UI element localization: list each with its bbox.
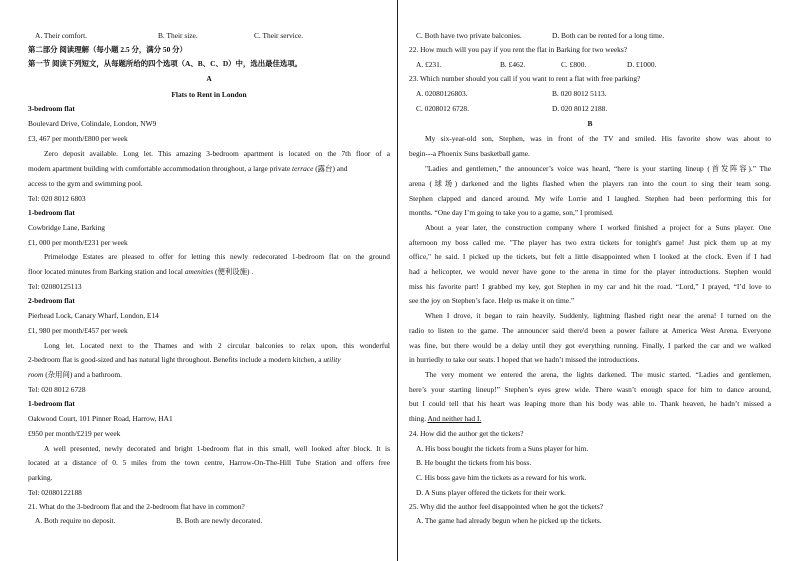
flat3-price: £1, 980 per month/£457 per week [28, 326, 128, 335]
flat2-desc-1: Primelodge Estates are pleased to offer for letting this newly redecorated 1-bedroom flat on the ground [44, 252, 390, 261]
passage-b-letter: B [587, 119, 593, 128]
passage-letter: A [206, 74, 212, 83]
para3-line-6: see the joy on Stephen’s face. Help us make it on time.” [409, 296, 575, 305]
q22-option-b: B. £462. [500, 60, 526, 69]
q22-option-d: D. £1000. [627, 60, 657, 69]
para3-line-5: miss his favorite part! I grabbed my key, got Stephen in my car and hit the road. “Lord,” I prayed, “I’d love to [409, 282, 771, 291]
para1-line-1: My six-year-old son, Stephen, was in front of the TV and smiled. His favorite show was about to [425, 134, 771, 143]
para3-line-1: About a year later, the construction company where I worked finished a project for a Suns player. One [425, 223, 771, 232]
q24-option-d: D. A Suns player offered the tickets for their work. [416, 488, 566, 497]
option-c: C. Their service. [254, 31, 304, 40]
para2-line-4: months. “One day I’m going to take you to a game, son,” I promised. [409, 208, 614, 217]
section-instructions: 第一节 阅读下列短文，从每题所给的四个选项（A、B、C、D）中，选出最佳选项。 [28, 59, 303, 68]
flat1-desc-3: access to the gym and swimming pool. [28, 179, 143, 188]
para5-line-1: The very moment we entered the arena, the lights darkened. The music started. “Ladies and gentlemen, [425, 370, 771, 379]
q24-option-b: B. He bought the tickets from his boss. [416, 458, 532, 467]
flat2-address: Cowbridge Lane, Barking [28, 223, 105, 232]
q21-option-c: C. Both have two private balconies. [416, 31, 522, 40]
flat1-address: Boulevard Drive, Colindale, London, NW9 [28, 119, 157, 128]
q25-option-a: A. The game had already begun when he picked up the tickets. [416, 516, 602, 525]
column-divider [397, 0, 398, 561]
option-b: B. Their size. [158, 31, 198, 40]
para2-line-3: Stephen clapped and danced around. My wife Lorrie and I laughed. Stephen had been performing this for [409, 194, 771, 203]
question-23-stem: 23. Which number should you call if you want to rent a flat with free parking? [409, 74, 641, 83]
para3-line-3: office," he said. I picked up the tickets, but felt a little disappointed when I looked at the clock. Even if I had [409, 252, 771, 261]
para4-line-2: radio to listen to the game. The announcer said there'd been a power failure at America West Arena. Everyone [409, 326, 771, 335]
para2-line-2: arena (球场) darkened and the lights flashed when the players ran into the court to sing their team song. [409, 179, 771, 188]
flat3-address: Pierhead Lock, Canary Wharf, London, E14 [28, 311, 159, 320]
flat1-desc-2: modern apartment building with comfortable accommodation throughout, a large private terrace (露台) and [28, 164, 348, 173]
para4-line-3: was fine, but there would be a delay until they got everything running. Finally, I parked the car and we walked [409, 341, 771, 350]
flat3-desc-3: room (杂用间) and a bathroom. [28, 370, 122, 379]
flat2-tel: Tel: 02080125113 [28, 282, 82, 291]
question-25-stem: 25. Why did the author feel disappointed when he got the tickets? [409, 502, 604, 511]
para5-line-4: thing. And neither had I. [409, 414, 482, 423]
flat3-desc-2: 2-bedroom flat is good-sized and has natural light throughout. Benefits include a modern kitchen, a utility [28, 355, 341, 364]
flat1-type: 3-bedroom flat [28, 104, 75, 113]
q21-option-d: D. Both can be rented for a long time. [552, 31, 665, 40]
flat4-price: £950 per month/£219 per week [28, 429, 121, 438]
flat3-desc-1: Long let. Located next to the Thames and with 2 circular balconies to relax upon, this wonderful [44, 341, 390, 350]
q23-option-d: D. 020 8012 2188. [552, 104, 608, 113]
para3-line-4: had a helicopter, we would never have gone to the arena in time for the player introductions. Stephen would [409, 267, 771, 276]
para3-line-2: afternoon my boss called me. "The player has two extra tickets for tonight's game! Just pick them up at my [409, 238, 771, 247]
q23-option-b: B. 020 8012 5113. [552, 89, 607, 98]
flat3-type: 2-bedroom flat [28, 296, 75, 305]
flat2-type: 1-bedroom flat [28, 208, 75, 217]
q24-option-c: C. His boss gave him the tickets as a reward for his work. [416, 473, 587, 482]
flat4-type: 1-bedroom flat [28, 399, 75, 408]
flat1-price: £3, 467 per month/£800 per week [28, 134, 128, 143]
flat4-desc-1: A well presented, newly decorated and bright 1-bedroom flat in this small, well looked after block. It is [44, 444, 390, 453]
flat1-tel: Tel: 020 8012 6803 [28, 194, 86, 203]
q23-option-a: A. 02080126803. [416, 89, 468, 98]
q22-option-a: A. £231. [416, 60, 442, 69]
para5-line-2: here’s your starting lineup!” Stephen’s eyes grew wide. There wasn’t enough space for him to dance around, [409, 385, 771, 394]
flat4-desc-3: parking. [28, 473, 53, 482]
q23-option-c: C. 0208012 6728. [416, 104, 469, 113]
para4-line-1: When I drove, it began to rain heavily. Suddenly, lightning flashed right near the arena! I turned on the [425, 311, 771, 320]
flat2-desc-2: floor located minutes from Barking station and local amenities (便利设施) . [28, 267, 254, 276]
question-24-stem: 24. How did the author get the tickets? [409, 429, 524, 438]
flat4-tel: Tel: 02080122188 [28, 488, 82, 497]
q22-option-c: C. £800. [561, 60, 587, 69]
flat4-desc-2: located at a distance of 0. 5 miles from the town centre, Harrow-On-The-Hill Tube Station and offers free [28, 458, 390, 467]
flat1-desc-1: Zero deposit available. Long let. This amazing 3-bedroom apartment is located on the 7th floor of a [44, 149, 390, 158]
question-22-stem: 22. How much will you pay if you rent the flat in Barking for two weeks? [409, 45, 627, 54]
para5-line-3: but I could tell that his heart was leaping more than his body was able to. Thank heaven, he hadn’t missed a [409, 399, 771, 408]
flat3-tel: Tel: 020 8012 6728 [28, 385, 86, 394]
section-header: 第二部分 阅读理解（每小题 2.5 分，满分 50 分） [28, 45, 187, 54]
q21-option-a: A. Both require no deposit. [35, 516, 116, 525]
para1-line-2: begin---a Phoenix Suns basketball game. [409, 149, 530, 158]
flat2-price: £1, 000 per month/£231 per week [28, 238, 128, 247]
q21-option-b: B. Both are newly decorated. [176, 516, 263, 525]
para4-line-4: in hurriedly to take our seats. I hoped that we hadn’t missed the introductions. [409, 355, 640, 364]
question-21-stem: 21. What do the 3-bedroom flat and the 2-bedroom flat have in common? [28, 502, 245, 511]
para2-line-1: "Ladies and gentlemen," the announcer’s voice was heard, “here is your starting lineup (首发阵容).” The [425, 164, 771, 173]
q24-option-a: A. His boss bought the tickets from a Suns player for him. [416, 444, 589, 453]
option-a: A. Their comfort. [35, 31, 87, 40]
flat4-address: Oakwood Court, 101 Pinner Road, Harrow, HA1 [28, 414, 173, 423]
passage-title: Flats to Rent in London [171, 90, 247, 99]
